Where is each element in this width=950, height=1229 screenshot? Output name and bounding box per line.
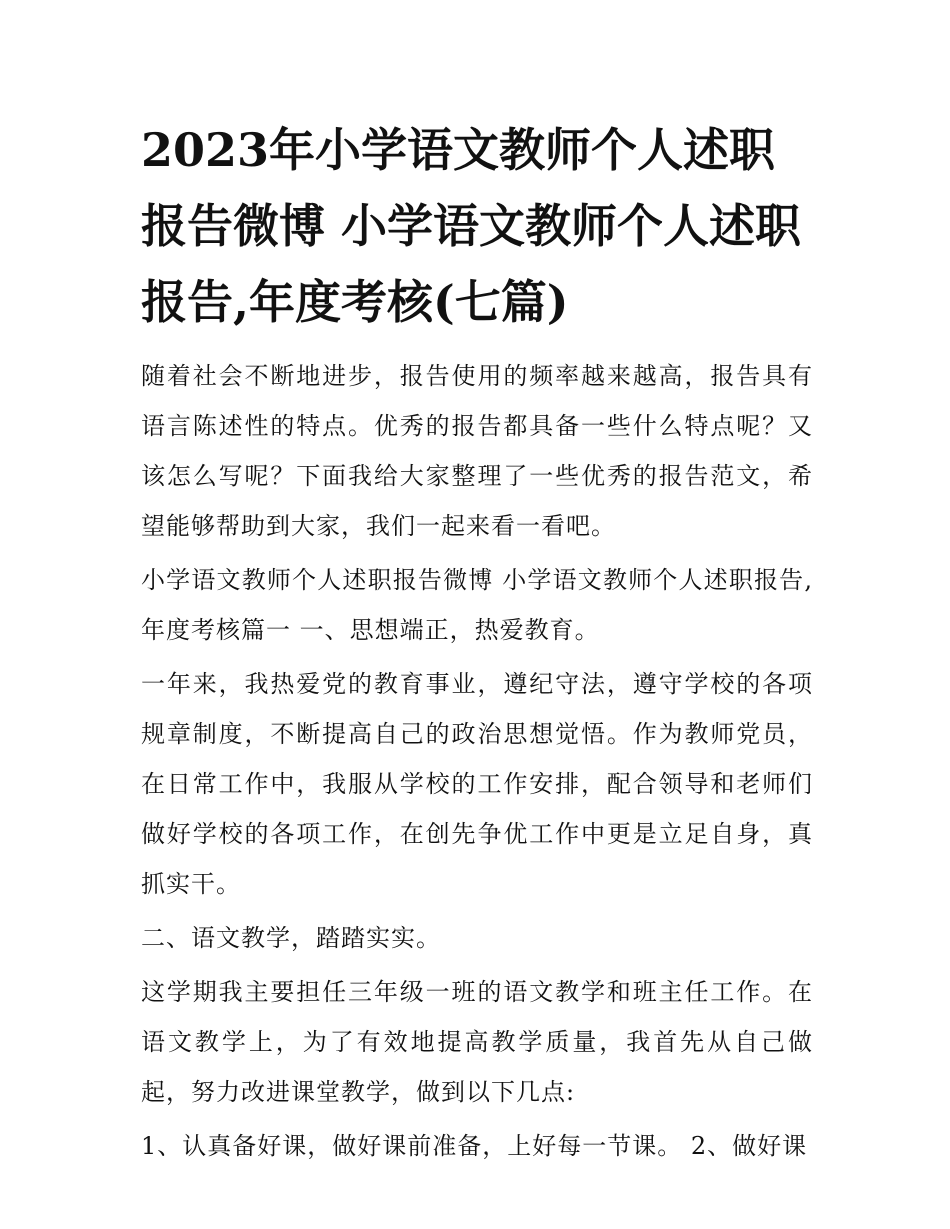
- paragraph-teaching: 这学期我主要担任三年级一班的语文教学和班主任工作。在语文教学上，为了有效地提高教学质量，我首先从自己做起，努力改进课堂教学，做到以下几点:: [141, 978, 813, 1106]
- paragraph-section-two-heading: 二、语文教学，踏踏实实。: [141, 924, 441, 952]
- document-body: [141, 351, 813, 1171]
- paragraph-list-items: 1、认真备好课，做好课前准备，上好每一节课。 2、做好课: [141, 1132, 808, 1160]
- document-title: 2023年小学语文教师个人述职报告微博 小学语文教师个人述职报告,年度考核(七篇): [141, 123, 802, 329]
- paragraph-ideology: 一年来，我热爱党的教育事业，遵纪守法，遵守学校的各项规章制度，不断提高自己的政治思想觉悟。作为教师党员，在日常工作中，我服从学校的工作安排，配合领导和老师们做好学校的各项工作，在创先争优工作中更是立足自身，真抓实干。: [141, 670, 813, 898]
- paragraph-section-one-heading: 小学语文教师个人述职报告微博 小学语文教师个人述职报告,年度考核篇一 一、思想端正，热爱教育。: [141, 566, 813, 644]
- paragraph-intro: 随着社会不断地进步，报告使用的频率越来越高，报告具有语言陈述性的特点。优秀的报告都具备一些什么特点呢？又该怎么写呢？下面我给大家整理了一些优秀的报告范文，希望能够帮助到大家，我们一起来看一看吧。: [141, 362, 813, 540]
- document-page: [141, 112, 813, 1175]
